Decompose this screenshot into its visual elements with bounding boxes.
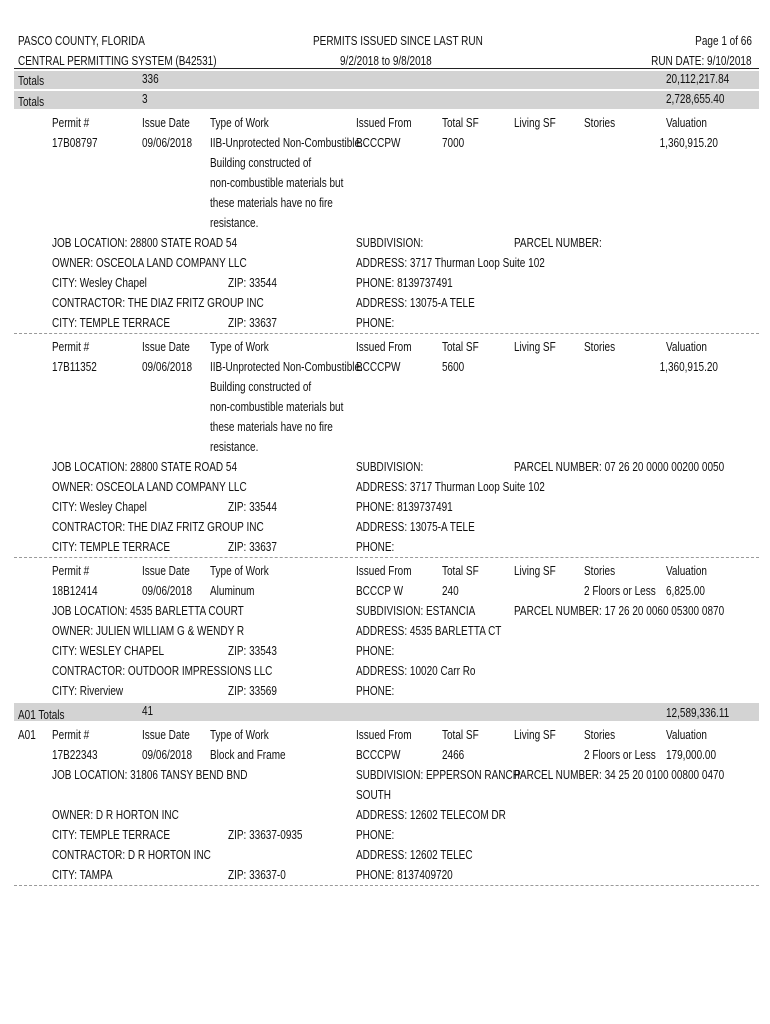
issued-from: BCCCPW — [356, 360, 401, 374]
type-of-work-line: non-combustible materials but — [210, 176, 344, 190]
type-of-work-line: Building constructed of — [210, 380, 312, 394]
totals-valuation: 20,112,217.84 — [666, 72, 730, 86]
owner-phone: PHONE: — [356, 644, 395, 658]
total-sf: 5600 — [442, 360, 465, 374]
valuation: 1,360,915.20 — [659, 360, 718, 374]
col-issue-date-header: Issue Date — [142, 116, 190, 130]
owner-phone: PHONE: — [356, 828, 395, 842]
issued-from: BCCCPW — [356, 136, 401, 150]
col-stories-header: Stories — [584, 340, 616, 354]
contractor-address: ADDRESS: 12602 TELEC — [356, 848, 473, 862]
owner-city: CITY: Wesley Chapel — [52, 276, 147, 290]
issued-from: BCCCPW — [356, 748, 401, 762]
report-date-range: 9/2/2018 to 9/8/2018 — [340, 54, 432, 68]
record-divider — [14, 557, 759, 558]
owner: OWNER: OSCEOLA LAND COMPANY LLC — [52, 480, 247, 494]
type-of-work-line: these materials have no fire — [210, 420, 333, 434]
type-of-work-line: resistance. — [210, 440, 259, 454]
record-divider — [14, 333, 759, 334]
contractor-phone: PHONE: — [356, 540, 395, 554]
col-living-sf-header: Living SF — [514, 728, 556, 742]
col-permit-header: Permit # — [52, 116, 90, 130]
col-valuation-header: Valuation — [666, 116, 707, 130]
col-permit-header: Permit # — [52, 564, 90, 578]
job-location: JOB LOCATION: 28800 STATE ROAD 54 — [52, 460, 238, 474]
contractor: CONTRACTOR: OUTDOOR IMPRESSIONS LLC — [52, 664, 273, 678]
owner: OWNER: D R HORTON INC — [52, 808, 179, 822]
totals-count: 336 — [142, 72, 159, 86]
owner-address: ADDRESS: 3717 Thurman Loop Suite 102 — [356, 256, 545, 270]
page-number: Page 1 of 66 — [695, 34, 752, 48]
type-of-work-line: IIB-Unprotected Non-Combustible: — [210, 136, 363, 150]
col-stories-header: Stories — [584, 728, 616, 742]
group-code: A01 — [18, 728, 36, 742]
contractor-zip: ZIP: 33569 — [228, 684, 277, 698]
col-living-sf-header: Living SF — [514, 564, 556, 578]
issue-date: 09/06/2018 — [142, 748, 193, 762]
system-name: CENTRAL PERMITTING SYSTEM (B42531) — [18, 54, 217, 68]
parcel-number: PARCEL NUMBER: — [514, 236, 602, 250]
col-total-sf-header: Total SF — [442, 564, 479, 578]
issued-from: BCCCP W — [356, 584, 404, 598]
owner-city: CITY: WESLEY CHAPEL — [52, 644, 165, 658]
col-valuation-header: Valuation — [666, 728, 707, 742]
contractor-phone: PHONE: — [356, 684, 395, 698]
contractor-city: CITY: Riverview — [52, 684, 124, 698]
contractor-address: ADDRESS: 10020 Carr Ro — [356, 664, 476, 678]
total-sf: 240 — [442, 584, 459, 598]
job-location: JOB LOCATION: 28800 STATE ROAD 54 — [52, 236, 238, 250]
col-permit-header: Permit # — [52, 340, 90, 354]
owner-zip: ZIP: 33543 — [228, 644, 277, 658]
totals-count: 3 — [142, 92, 148, 106]
owner: OWNER: OSCEOLA LAND COMPANY LLC — [52, 256, 247, 270]
header-rule — [14, 68, 759, 69]
col-living-sf-header: Living SF — [514, 340, 556, 354]
parcel-number: PARCEL NUMBER: 07 26 20 0000 00200 0050 — [514, 460, 725, 474]
col-stories-header: Stories — [584, 116, 616, 130]
valuation: 6,825.00 — [666, 584, 705, 598]
totals-label: Totals — [18, 74, 45, 88]
col-total-sf-header: Total SF — [442, 728, 479, 742]
issue-date: 09/06/2018 — [142, 360, 193, 374]
col-issue-date-header: Issue Date — [142, 340, 190, 354]
issue-date: 09/06/2018 — [142, 136, 193, 150]
col-type-header: Type of Work — [210, 564, 269, 578]
col-living-sf-header: Living SF — [514, 116, 556, 130]
col-type-header: Type of Work — [210, 728, 269, 742]
col-permit-header: Permit # — [52, 728, 90, 742]
owner-address: ADDRESS: 3717 Thurman Loop Suite 102 — [356, 480, 545, 494]
type-of-work-line: non-combustible materials but — [210, 400, 344, 414]
col-issue-date-header: Issue Date — [142, 728, 190, 742]
owner-phone: PHONE: 8139737491 — [356, 500, 453, 514]
col-issued-from-header: Issued From — [356, 728, 412, 742]
contractor-phone: PHONE: 8137409720 — [356, 868, 453, 882]
type-of-work-line: IIB-Unprotected Non-Combustible: — [210, 360, 363, 374]
contractor: CONTRACTOR: D R HORTON INC — [52, 848, 211, 862]
a01-totals-valuation: 12,589,336.11 — [666, 706, 730, 720]
subdivision: SUBDIVISION: ESTANCIA — [356, 604, 476, 618]
type-of-work-line: Building constructed of — [210, 156, 312, 170]
totals-valuation: 2,728,655.40 — [666, 92, 725, 106]
totals-label: Totals — [18, 95, 45, 109]
owner-city: CITY: Wesley Chapel — [52, 500, 147, 514]
col-total-sf-header: Total SF — [442, 340, 479, 354]
total-sf: 2466 — [442, 748, 465, 762]
col-issued-from-header: Issued From — [356, 116, 412, 130]
contractor-zip: ZIP: 33637 — [228, 316, 277, 330]
permit-number: 18B12414 — [52, 584, 98, 598]
a01-totals-bar — [14, 703, 759, 721]
stories: 2 Floors or Less — [584, 584, 656, 598]
contractor-address: ADDRESS: 13075-A TELE — [356, 296, 475, 310]
contractor-zip: ZIP: 33637 — [228, 540, 277, 554]
contractor-address: ADDRESS: 13075-A TELE — [356, 520, 475, 534]
owner-zip: ZIP: 33637-0935 — [228, 828, 303, 842]
col-type-header: Type of Work — [210, 340, 269, 354]
col-issue-date-header: Issue Date — [142, 564, 190, 578]
group-totals-bar — [14, 91, 759, 109]
permit-number: 17B22343 — [52, 748, 98, 762]
county-name: PASCO COUNTY, FLORIDA — [18, 34, 145, 48]
record-divider — [14, 885, 759, 886]
owner: OWNER: JULIEN WILLIAM G & WENDY R — [52, 624, 245, 638]
col-issued-from-header: Issued From — [356, 340, 412, 354]
subdivision-continued: SOUTH — [356, 788, 391, 802]
col-valuation-header: Valuation — [666, 564, 707, 578]
valuation: 1,360,915.20 — [659, 136, 718, 150]
job-location: JOB LOCATION: 4535 BARLETTA COURT — [52, 604, 244, 618]
valuation: 179,000.00 — [666, 748, 717, 762]
col-issued-from-header: Issued From — [356, 564, 412, 578]
owner-zip: ZIP: 33544 — [228, 500, 277, 514]
job-location: JOB LOCATION: 31806 TANSY BEND BND — [52, 768, 248, 782]
owner-address: ADDRESS: 12602 TELECOM DR — [356, 808, 506, 822]
col-valuation-header: Valuation — [666, 340, 707, 354]
contractor-city: CITY: TEMPLE TERRACE — [52, 316, 170, 330]
parcel-number: PARCEL NUMBER: 34 25 20 0100 00800 0470 — [514, 768, 725, 782]
issue-date: 09/06/2018 — [142, 584, 193, 598]
owner-city: CITY: TEMPLE TERRACE — [52, 828, 170, 842]
type-of-work-line: these materials have no fire — [210, 196, 333, 210]
contractor: CONTRACTOR: THE DIAZ FRITZ GROUP INC — [52, 520, 264, 534]
a01-totals-count: 41 — [142, 704, 154, 718]
total-sf: 7000 — [442, 136, 465, 150]
permit-number: 17B08797 — [52, 136, 98, 150]
type-of-work-line: resistance. — [210, 216, 259, 230]
contractor-city: CITY: TEMPLE TERRACE — [52, 540, 170, 554]
permit-number: 17B11352 — [52, 360, 97, 374]
subdivision: SUBDIVISION: — [356, 236, 424, 250]
owner-address: ADDRESS: 4535 BARLETTA CT — [356, 624, 502, 638]
owner-zip: ZIP: 33544 — [228, 276, 277, 290]
col-stories-header: Stories — [584, 564, 616, 578]
col-type-header: Type of Work — [210, 116, 269, 130]
subdivision: SUBDIVISION: — [356, 460, 424, 474]
parcel-number: PARCEL NUMBER: 17 26 20 0060 05300 0870 — [514, 604, 725, 618]
contractor-zip: ZIP: 33637-0 — [228, 868, 286, 882]
run-date: RUN DATE: 9/10/2018 — [651, 54, 752, 68]
a01-totals-label: A01 Totals — [18, 708, 65, 722]
owner-phone: PHONE: 8139737491 — [356, 276, 453, 290]
report-title: PERMITS ISSUED SINCE LAST RUN — [313, 34, 483, 48]
grand-totals-bar — [14, 71, 759, 89]
subdivision: SUBDIVISION: EPPERSON RANCH — [356, 768, 520, 782]
contractor: CONTRACTOR: THE DIAZ FRITZ GROUP INC — [52, 296, 264, 310]
contractor-phone: PHONE: — [356, 316, 395, 330]
col-total-sf-header: Total SF — [442, 116, 479, 130]
type-of-work-line: Aluminum — [210, 584, 255, 598]
stories: 2 Floors or Less — [584, 748, 656, 762]
type-of-work-line: Block and Frame — [210, 748, 286, 762]
contractor-city: CITY: TAMPA — [52, 868, 113, 882]
